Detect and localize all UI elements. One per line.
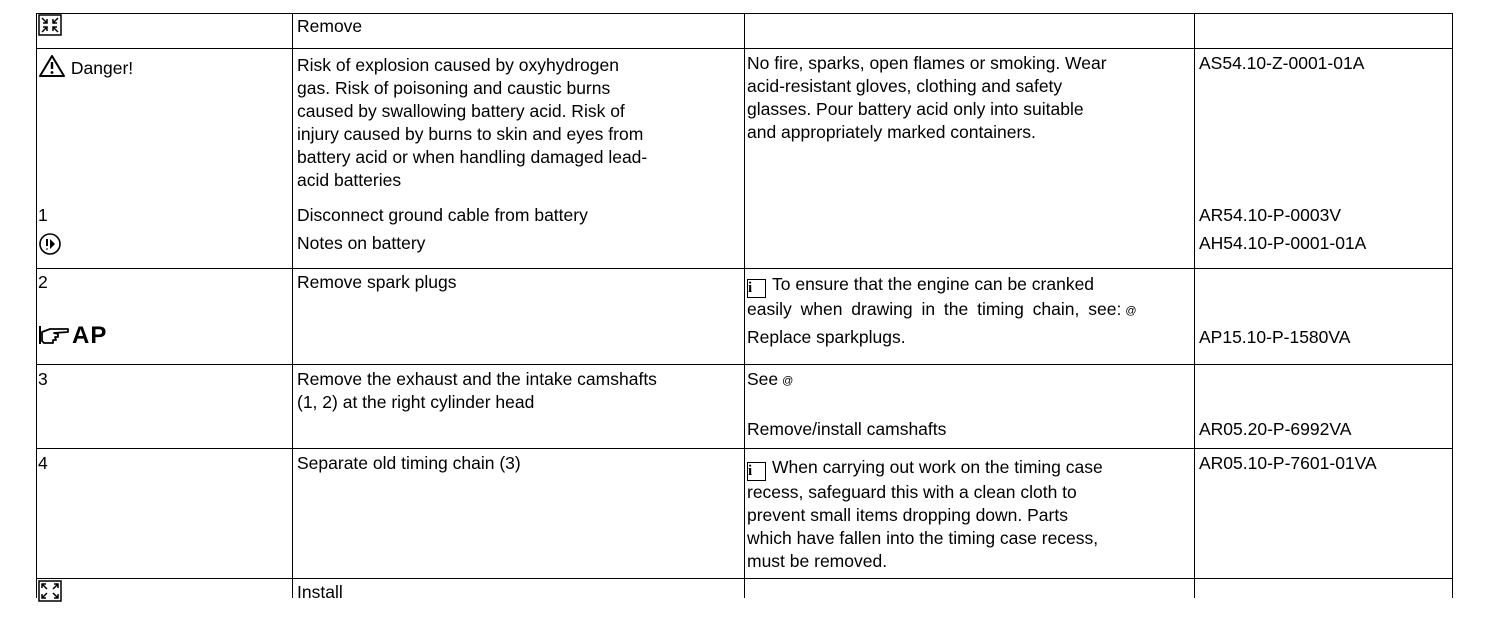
column-divider-2 (744, 13, 745, 598)
step-2-note: i To ensure that the engine can be cranked easily when drawing in the timing chain, see: @ (747, 274, 1137, 319)
notes-text: Notes on battery (297, 233, 426, 253)
row-border-top (36, 13, 1453, 14)
danger-code: AS54.10-Z-0001-01A (1199, 53, 1365, 73)
step-1-number: 1 (38, 205, 48, 225)
step-2-reference[interactable]: Replace sparkplugs. (747, 327, 906, 347)
info-icon: i (747, 279, 766, 298)
step-1-text: Disconnect ground cable from battery (297, 205, 588, 225)
step-2-text: Remove spark plugs (297, 272, 457, 292)
table-border-left (36, 13, 37, 598)
ap-text: AP (72, 322, 108, 349)
step-4-number: 4 (38, 453, 48, 473)
step-2-number: 2 (38, 272, 48, 292)
row-border-1 (36, 48, 1453, 49)
step-3-reference[interactable]: Remove/install camshafts (747, 419, 947, 439)
danger-label (38, 54, 133, 80)
install-icon (38, 580, 62, 608)
install-heading: Install (297, 582, 343, 602)
step-1-code: AR54.10-P-0003V (1199, 205, 1342, 225)
step-2-code: AP15.10-P-1580VA (1199, 327, 1351, 347)
reference-link-icon[interactable]: @ (1125, 305, 1137, 317)
reference-link-icon[interactable]: @ (782, 375, 794, 387)
row-border-4 (36, 448, 1453, 449)
step-4-text: Separate old timing chain (3) (297, 453, 521, 473)
column-divider-1 (292, 13, 293, 598)
step-3-code: AR05.20-P-6992VA (1199, 419, 1352, 439)
danger-text: Danger! (70, 58, 134, 78)
step-4-code: AR05.10-P-7601-01VA (1199, 453, 1377, 473)
row-border-5 (36, 578, 1453, 579)
row-border-3 (36, 364, 1453, 365)
step-3-see: See @ (747, 369, 794, 389)
step-3-text: Remove the exhaust and the intake camshafts (1, 2) at the right cylinder head (297, 369, 657, 412)
ap-label (38, 322, 107, 351)
notes-code: AH54.10-P-0001-01A (1199, 233, 1367, 253)
warning-triangle-icon (38, 54, 66, 78)
column-divider-3 (1194, 13, 1195, 598)
step-3-number: 3 (38, 369, 48, 389)
step-4-note: i When carrying out work on the timing case recess, safeguard this with a clean cloth to prevent small items dropping down. Parts which have fallen into the timing case recess, must be removed. (747, 457, 1103, 571)
row-border-2 (36, 268, 1453, 269)
table-border-right (1452, 13, 1453, 598)
remove-heading: Remove (297, 16, 363, 36)
notes-icon (38, 232, 62, 262)
pointing-hand-icon (38, 324, 72, 346)
info-icon: i (747, 462, 766, 481)
danger-measures-text: No fire, sparks, open flames or smoking. Wear acid-resistant gloves, clothing and safety glasses. Pour battery acid only into suitable and appropriately marked containers. (747, 53, 1107, 142)
remove-icon (38, 14, 62, 42)
danger-risk-text: Risk of explosion caused by oxyhydrogen gas. Risk of poisoning and caustic burns caused by swallowing battery acid. Risk of injury caused by burns to skin and eyes from battery acid or when handling damaged lead- acid batteries (297, 55, 648, 190)
